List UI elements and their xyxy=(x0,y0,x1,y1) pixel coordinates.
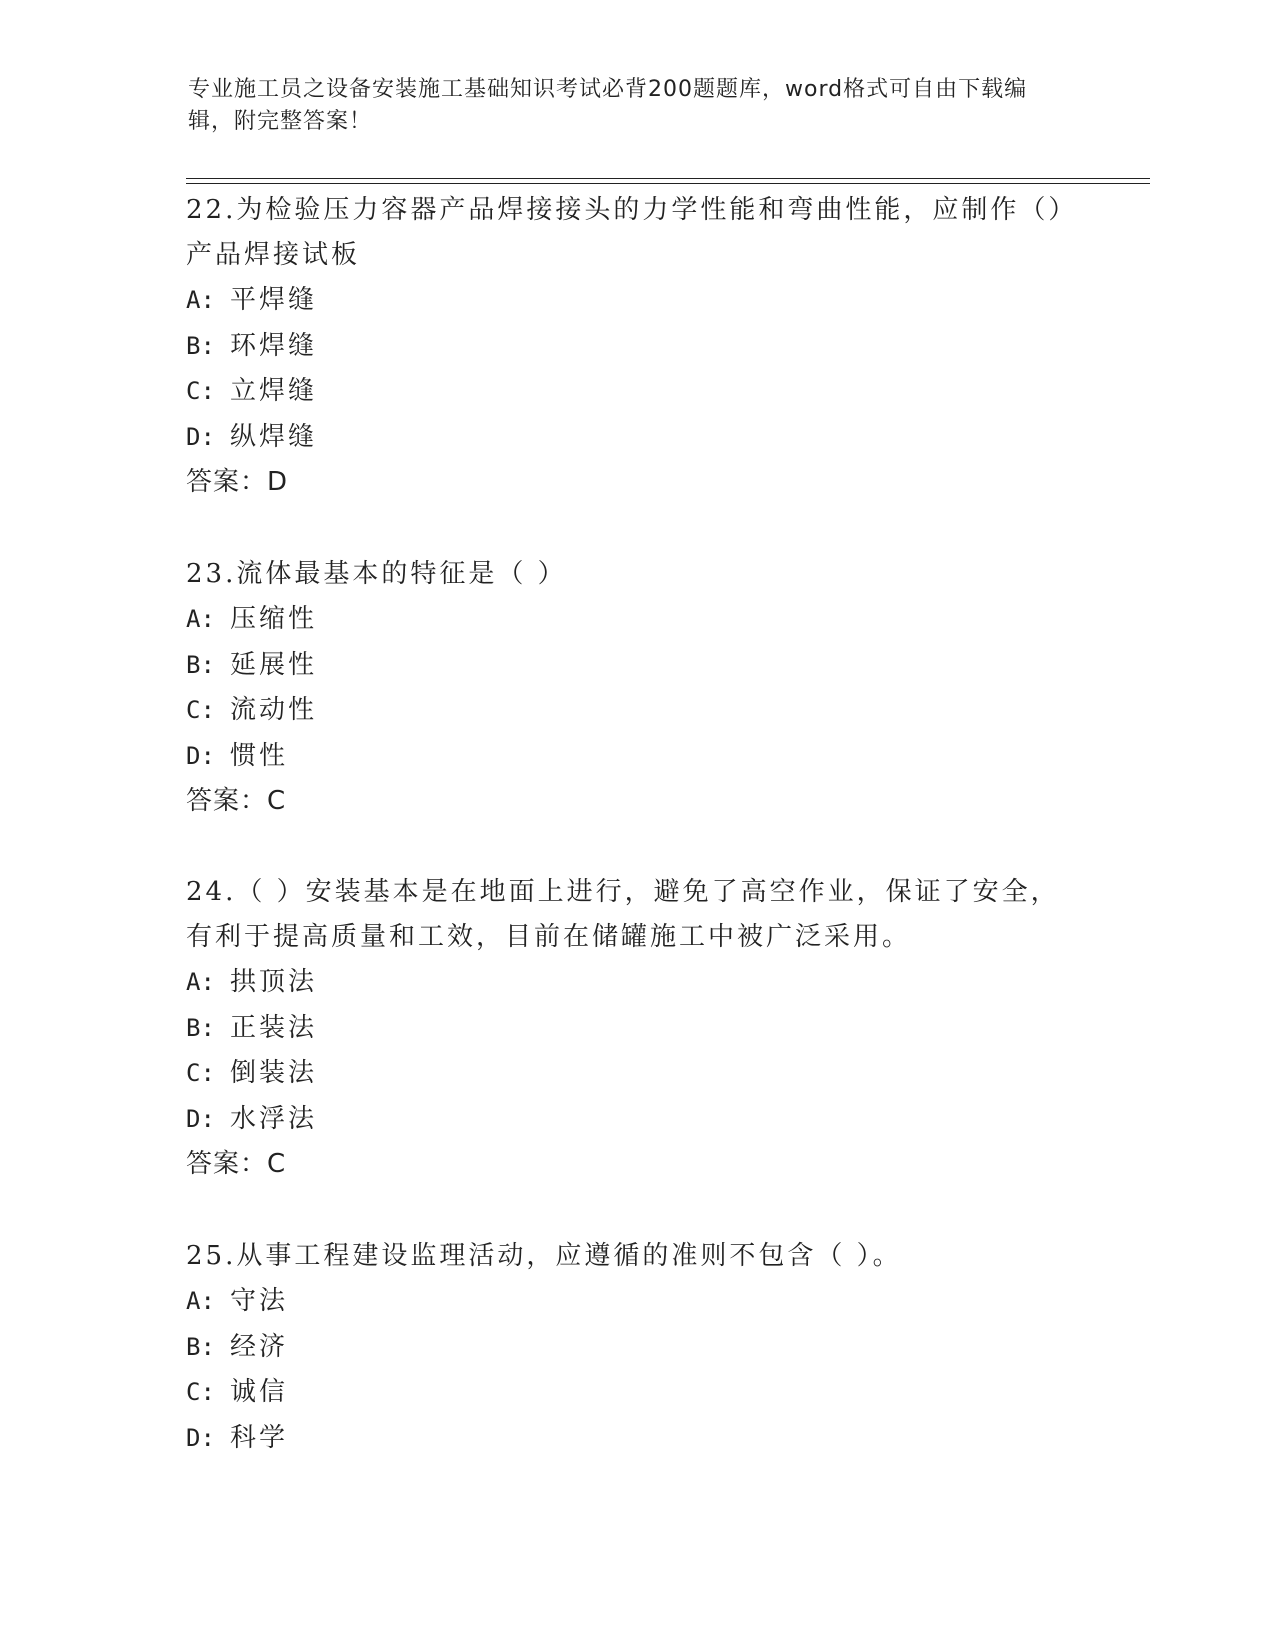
option-text: 环焊缝 xyxy=(230,330,318,361)
option-text: 正装法 xyxy=(230,1012,318,1043)
option-letter: C: xyxy=(186,1378,215,1406)
option-b xyxy=(186,324,1086,370)
option-letter: A: xyxy=(186,286,215,314)
option-letter: B: xyxy=(186,650,215,679)
document-header: 专业施工员之设备安装施工基础知识考试必背200题题库，word格式可自由下载编辑，附完整答案！ xyxy=(188,77,1028,134)
option-letter: C: xyxy=(186,377,215,405)
option-a xyxy=(186,278,1086,324)
option-text: 科学 xyxy=(230,1422,289,1453)
option-letter: A: xyxy=(186,605,215,633)
option-a xyxy=(186,1279,1086,1325)
option-letter: C: xyxy=(186,696,215,724)
header-divider-top xyxy=(186,178,1150,179)
option-letter: A: xyxy=(186,1287,215,1315)
option-text: 流动性 xyxy=(230,695,318,725)
option-text: 平焊缝 xyxy=(230,285,318,315)
option-text: 拱顶法 xyxy=(230,967,318,997)
question-25 xyxy=(186,1234,1086,1461)
option-letter: D: xyxy=(186,422,215,451)
option-text: 水浮法 xyxy=(230,1103,318,1134)
option-text: 立焊缝 xyxy=(230,376,318,406)
question-22 xyxy=(186,188,1086,505)
question-24 xyxy=(186,870,1086,1187)
answer-line: 答案：C xyxy=(186,1149,287,1179)
option-letter: D: xyxy=(186,1423,215,1452)
option-text: 经济 xyxy=(230,1331,289,1362)
option-text: 纵焊缝 xyxy=(230,421,318,452)
question-stem: 22.为检验压力容器产品焊接接头的力学性能和弯曲性能，应制作（）产品焊接试板 xyxy=(186,195,1078,270)
header-divider-bottom xyxy=(186,183,1150,184)
option-d xyxy=(186,415,1086,461)
question-stem: 23.流体最基本的特征是（ ） xyxy=(186,559,567,589)
option-text: 诚信 xyxy=(230,1377,289,1407)
option-c xyxy=(186,688,1086,734)
option-a xyxy=(186,960,1086,1006)
option-c xyxy=(186,1370,1086,1416)
option-letter: D: xyxy=(186,1104,215,1133)
option-b xyxy=(186,1006,1086,1052)
option-a xyxy=(186,597,1086,643)
option-d xyxy=(186,1416,1086,1462)
option-letter: C: xyxy=(186,1059,215,1087)
option-text: 压缩性 xyxy=(230,604,318,634)
option-b xyxy=(186,643,1086,689)
option-text: 延展性 xyxy=(230,649,318,680)
option-letter: A: xyxy=(186,968,215,996)
question-stem: 25.从事工程建设监理活动，应遵循的准则不包含（ ）。 xyxy=(186,1241,902,1271)
question-23 xyxy=(186,552,1086,824)
option-letter: B: xyxy=(186,331,215,360)
option-c xyxy=(186,1051,1086,1097)
option-d xyxy=(186,734,1086,780)
question-stem: 24.（ ）安装基本是在地面上进行，避免了高空作业，保证了安全，有利于提高质量和工效，目前在储罐施工中被广泛采用。 xyxy=(186,877,1060,952)
option-b xyxy=(186,1325,1086,1371)
answer-line: 答案：C xyxy=(186,786,287,816)
option-d xyxy=(186,1097,1086,1143)
option-text: 守法 xyxy=(230,1286,289,1316)
answer-line: 答案：D xyxy=(186,467,289,497)
option-c xyxy=(186,369,1086,415)
option-letter: B: xyxy=(186,1332,215,1361)
option-text: 倒装法 xyxy=(230,1058,318,1088)
option-text: 惯性 xyxy=(230,740,289,771)
option-letter: D: xyxy=(186,741,215,770)
option-letter: B: xyxy=(186,1013,215,1042)
